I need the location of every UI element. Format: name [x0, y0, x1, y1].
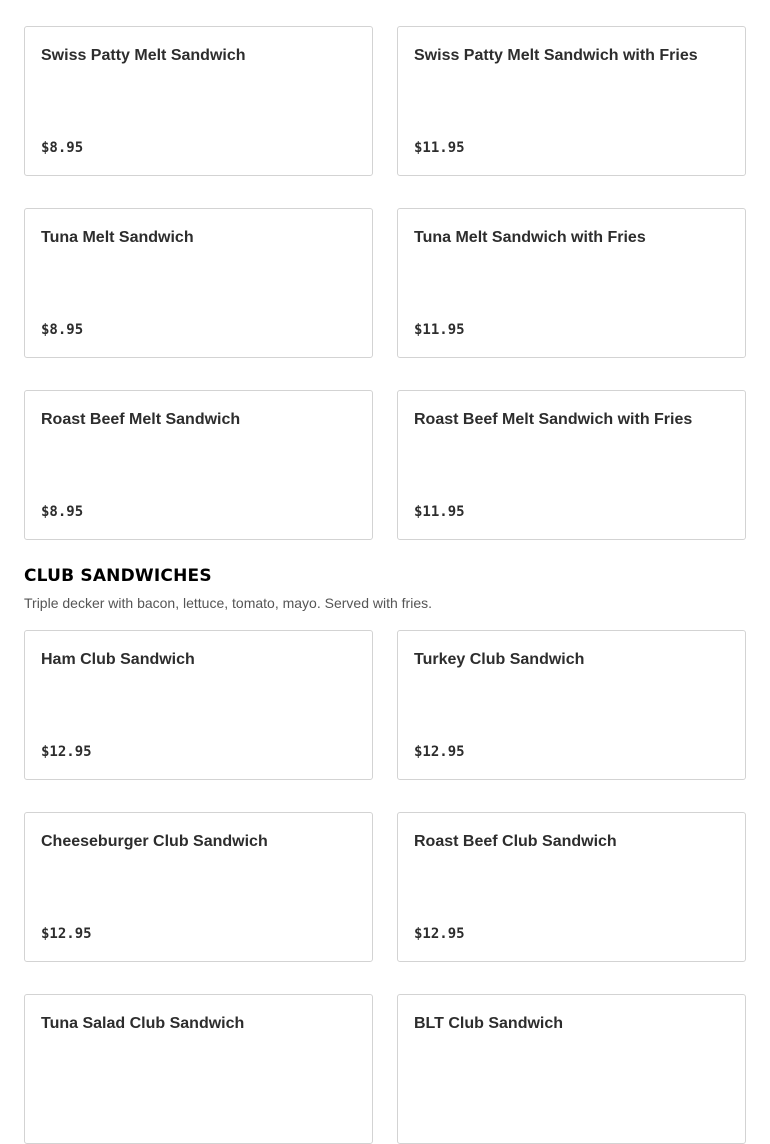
menu-item-card[interactable]	[397, 390, 746, 540]
section-title: CLUB SANDWICHES	[24, 566, 212, 586]
club-sandwiches-header	[24, 565, 432, 612]
menu-item-card[interactable]	[24, 994, 373, 1144]
menu-item-card[interactable]	[24, 390, 373, 540]
menu-item-card[interactable]	[24, 26, 373, 176]
menu-item-price: $8.95	[41, 140, 84, 156]
menu-item-name: Roast Beef Club Sandwich	[414, 833, 617, 850]
menu-item-card[interactable]	[24, 630, 373, 780]
menu-item-name: Cheeseburger Club Sandwich	[41, 833, 268, 850]
menu-item-card[interactable]	[397, 26, 746, 176]
menu-item-name: Swiss Patty Melt Sandwich with Fries	[414, 47, 698, 64]
menu-item-card[interactable]	[24, 208, 373, 358]
menu-item-name: Ham Club Sandwich	[41, 651, 195, 668]
menu-item-name: BLT Club Sandwich	[414, 1015, 564, 1032]
menu-item-card[interactable]	[397, 208, 746, 358]
melt-sandwich-grid	[24, 26, 746, 540]
menu-item-price: $12.95	[414, 926, 465, 942]
menu-item-card[interactable]	[397, 812, 746, 962]
menu-item-price: $12.95	[41, 744, 92, 760]
menu-item-price: $12.95	[414, 744, 465, 760]
menu-item-price: $8.95	[41, 504, 84, 520]
menu-item-price: $8.95	[41, 322, 84, 338]
menu-item-price: $11.95	[414, 322, 465, 338]
menu-item-card[interactable]	[397, 630, 746, 780]
menu-item-name: Tuna Salad Club Sandwich	[41, 1015, 245, 1032]
menu-item-name: Swiss Patty Melt Sandwich	[41, 47, 246, 64]
menu-item-card[interactable]	[24, 812, 373, 962]
club-sandwich-grid	[24, 630, 746, 1144]
menu-item-name: Roast Beef Melt Sandwich with Fries	[414, 411, 693, 428]
menu-item-name: Tuna Melt Sandwich	[41, 229, 194, 246]
menu-item-price: $11.95	[414, 140, 465, 156]
menu-item-name: Tuna Melt Sandwich with Fries	[414, 229, 646, 246]
menu-item-card[interactable]	[397, 994, 746, 1144]
menu-item-name: Roast Beef Melt Sandwich	[41, 411, 241, 428]
menu-item-name: Turkey Club Sandwich	[414, 651, 585, 668]
menu-item-price: $12.95	[41, 926, 92, 942]
section-description: Triple decker with bacon, lettuce, tomato, mayo. Served with fries.	[24, 595, 432, 611]
menu-item-price: $11.95	[414, 504, 465, 520]
